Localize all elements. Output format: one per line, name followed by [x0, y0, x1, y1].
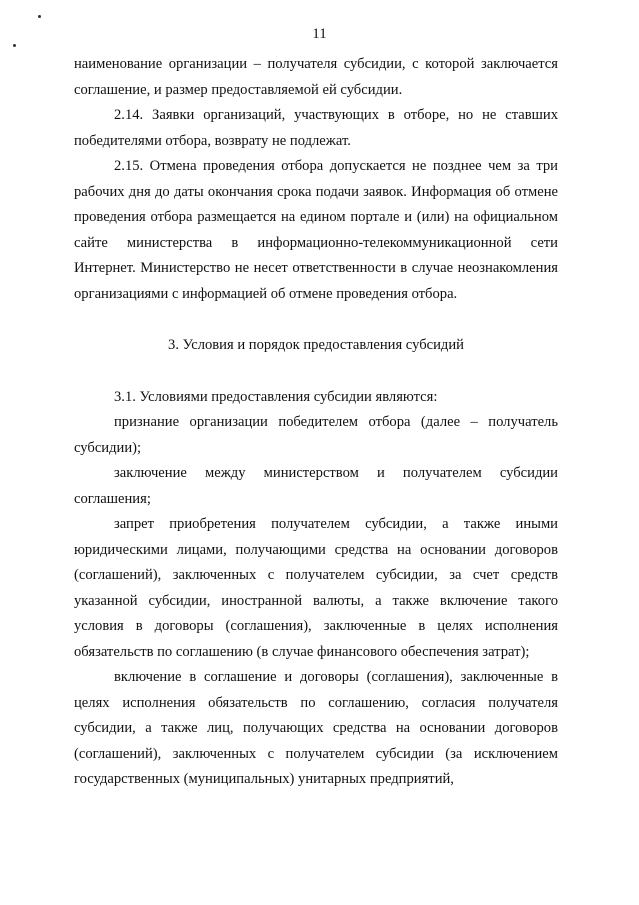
paragraph: наименование организации – получателя субсидии, с которой заключается соглашение, и размер предоставляемой ей субсидии. — [74, 56, 558, 98]
paragraph-2-15: 2.15. Отмена проведения отбора допускается не позднее чем за три рабочих дня до даты окончания срока подачи заявок. Информация об отмене проведения отбора размещается на едином портале и (или) на официальном сайте министерства в информационно-телекоммуникационной сети Интернет. Министерство не несет ответственности в случае неознакомления организациями с информацией об отмене проведения отбора. — [74, 158, 558, 302]
paragraph: признание организации победителем отбора (далее – получатель субсидии); — [74, 414, 558, 456]
scan-dot-mark — [38, 15, 41, 18]
paragraph-2-14: 2.14. Заявки организаций, участвующих в отборе, но не ставших победителями отбора, возврату не подлежат. — [74, 107, 558, 149]
scan-dot-mark — [13, 44, 16, 47]
paragraph-3-1: 3.1. Условиями предоставления субсидии являются: — [114, 388, 438, 405]
section-heading: 3. Условия и порядок предоставления субсидий — [168, 337, 464, 353]
paragraph: включение в соглашение и договоры (соглашения), заключенные в целях исполнения обязательств по соглашению, согласия получателя субсидии, а также лиц, получающих средства на основании договоров (соглашений), заключенных с получателем субсидии (за исключением государственных (муниципальных) унитарных предприятий, — [74, 669, 558, 787]
paragraph: запрет приобретения получателем субсидии, а также иными юридическими лицами, получающими средства на основании договоров (соглашений), заключенных с получателем субсидии, за счет средств указанной субсидии, иностранной валюты, а также включение такого условия в договоры (соглашения), заключенные в целях исполнения обязательств по соглашению (в случае финансового обеспечения затрат); — [74, 516, 558, 660]
paragraph: заключение между министерством и получателем субсидии соглашения; — [74, 465, 558, 507]
document-body — [74, 52, 558, 793]
page-number: 11 — [312, 26, 327, 42]
